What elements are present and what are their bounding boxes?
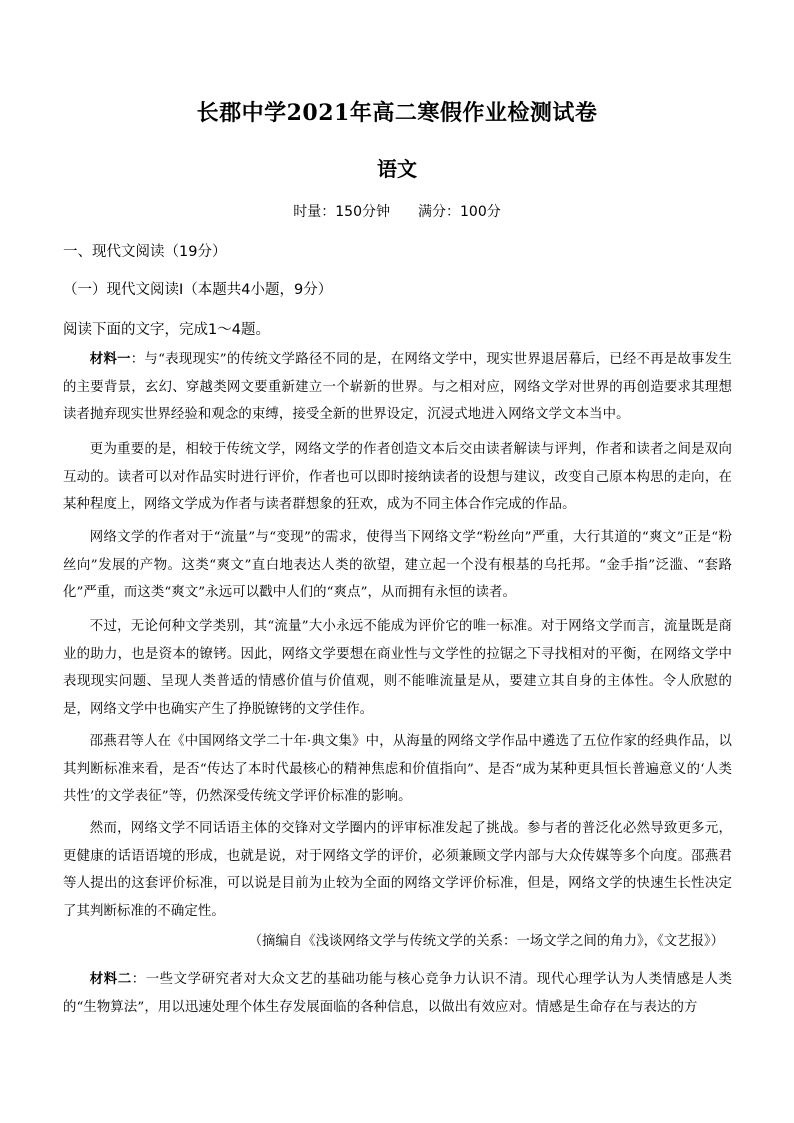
material1-paragraph-5: 邵燕君等人在《中国网络文学二十年·典文集》中，从海量的网络文学作品中遴选了五位作家的经典作品，以其判断标准来看，是否“传达了本时代最核心的精神焦虑和价值指向”、是否“成为某种更具恒长普遍意义的‘人类共性’的文学表征”等，仍然深受传统文学评价标准的影响。 bbox=[63, 734, 732, 805]
subsection-heading: （一）现代文阅读Ⅰ（本题共4小题，9分） bbox=[63, 282, 333, 298]
reading-instruction: 阅读下面的文字，完成1～4题。 bbox=[63, 322, 270, 338]
material2-paragraph-1: 材料二：一些文学研究者对大众文艺的基础功能与核心竞争力认识不清。现代心理学认为人类情感是人类的“生物算法”，用以迅速处理个体生存发展面临的各种信息，以做出有效应对。情感是生命存在与表达的方 bbox=[63, 971, 732, 1015]
exam-meta bbox=[0, 201, 794, 221]
section-heading: 一、现代文阅读（19分） bbox=[63, 244, 227, 260]
subject-title: 语文 bbox=[377, 157, 417, 181]
material1-paragraph-4: 不过，无论何种文学类别，其“流量”大小永远不能成为评价它的唯一标准。对于网络文学而言，流量既是商业的助力，也是资本的镣铐。因此，网络文学要想在商业性与文学性的拉锯之下寻找相对的平衡，在网络文学中表现现实问题、呈现人类普适的情感价值与价值观，则不能唯流量是从，要建立其自身的主体性。令人欣慰的是，网络文学中也确实产生了挣脱镣铐的文学佳作。 bbox=[63, 619, 732, 717]
exam-title: 长郡中学2021年高二寒假作业检测试卷 bbox=[196, 100, 598, 126]
material1-source: （摘编自《浅谈网络文学与传统文学的关系：一场文学之间的角力》，《文艺报》） bbox=[248, 934, 724, 949]
material1-label: 材料一 bbox=[89, 351, 131, 367]
material1-paragraph-2: 更为重要的是，相较于传统文学，网络文学的作者创造文本后交由读者解读与评判，作者和读者之间是双向互动的。读者可以对作品实时进行评价，作者也可以即时接纳读者的设想与建议，改变自己原本构思的走向，在某种程度上，网络文学成为作者与读者群想象的狂欢，成为不同主体合作完成的作品。 bbox=[63, 442, 732, 513]
material1-paragraph-3: 网络文学的作者对于“流量”与“变现”的需求，使得当下网络文学“粉丝向”严重，大行其道的“爽文”正是“粉丝向”发展的产物。这类“爽文”直白地表达人类的欲望，建立起一个没有根基的乌托邦。“金手指”泛滥、“套路化”严重，而这类“爽文”永远可以戳中人们的“爽点”，从而拥有永恒的读者。 bbox=[63, 530, 732, 601]
material1-paragraph-1: 材料一：与“表现现实”的传统文学路径不同的是，在网络文学中，现实世界退居幕后，已经不再是故事发生的主要背景，玄幻、穿越类网文要重新建立一个崭新的世界。与之相对应，网络文学对世界的再创造要求其理想读者抛弃现实世界经验和观念的束缚，接受全新的世界设定，沉浸式地进入网络文学文本当中。 bbox=[63, 351, 732, 423]
material2-label: 材料二 bbox=[89, 971, 132, 987]
material1-paragraph-6: 然而，网络文学不同话语主体的交锋对文学圈内的评审标准发起了挑战。参与者的普泛化必然导致更多元，更健康的话语语境的形成，也就是说，对于网络文学的评价，必须兼顾文学内部与大众传媒等多个向度。邵燕君等人提出的这套评价标准，可以说是目前为止较为全面的网络文学评价标准，但是，网络文学的快速生长性决定了其判断标准的不确定性。 bbox=[63, 821, 732, 919]
full-score: 满分：100分 bbox=[418, 204, 501, 220]
time-limit: 时量：150分钟 bbox=[293, 204, 390, 220]
